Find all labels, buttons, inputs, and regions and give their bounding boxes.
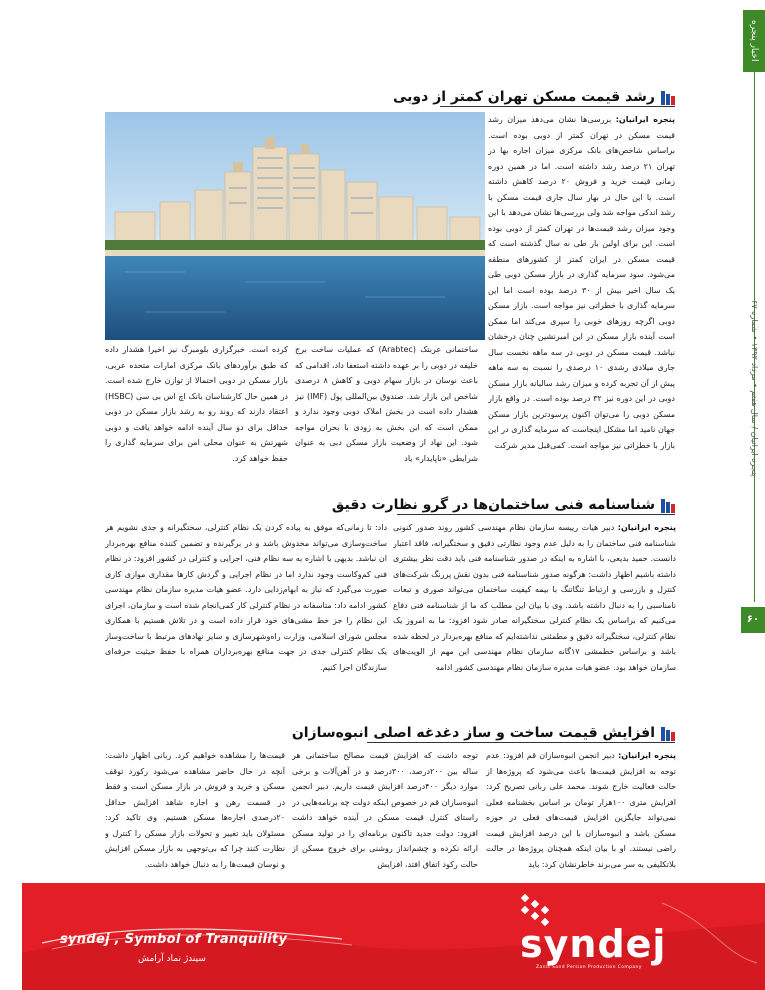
- syndej-brand: syndej: [520, 922, 667, 966]
- section-tab: [743, 10, 765, 72]
- footer-slogan-fa: سیندژ نماد آرامش: [138, 954, 206, 964]
- article-2-headline: [332, 494, 675, 516]
- footer-slogan: syndej , Symbol of Tranquility: [60, 932, 288, 947]
- article-3-body-2: توجه داشت که افزایش قیمت مصالح ساختمانی هر ساله بین ۲۰۰درصد، ۳۰۰درصد و در آهن‌آلات و برخی موارد دیگر ۴۰۰درصد افزایش قیمت داریم. دبیر انجمن انبوه‌سازان قم در خصوص اینکه دولت چه برنامه‌هایی در راستای کنترل قیمت مسکن در آینده خواهد داشت افزود: دولت جدید تاکنون برنامه‌ای را در تولید مسکن ارائه نکرده و چشم‌انداز روشنی برای خروج مسکن از حالت رکود اتفاق افتد، افزایش: [292, 751, 478, 869]
- article-2-column-2: [105, 520, 387, 688]
- article-3-column-3: [105, 748, 285, 880]
- article-1-column-1: [488, 112, 675, 464]
- article-2-body-2: داد: تا زمانی‌که موفق به پیاده کردن یک نظام کنترلی، سختگیرانه و جدی نشویم هر ساخت‌وسازی می‌تواند مخدوش باشد و در برگیرنده و تضمین کننده منافع بهره‌بردار ان نباشد. بدیهی با اشاره به سه نظام فنی، اجرایی و کنترلی در کشور افزود: در نظام فنی کم‌وکاست وجود ندارد اما در نظام اجرایی و گردش کارها مقداری موازی کاری صورت می‌گیرد که نیاز به ابهام‌زدایی دارد. عضو هیات مدیره سازمان نظام مهندسی کشور ادامه داد: متاسفانه در نظام کنترلی کار کمی‌انجام شده است و سازمان، اجرای این نظام را جز خط مشی‌های خود قرار داده است و در تلاش هستیم با همکاری مجلس شورای اسلامی، وزارت راه‌وشهرسازی و سایر نهادهای مرتبط با ساخت‌وساز یک نظام کنترلی جدی در جهت منافع بهره‌برداران همراه با حفظ حیثیت حرفه‌ای سازندگان اجرا کنیم.: [105, 523, 387, 672]
- article-3-lead: پنجره ایرانیان:: [618, 751, 676, 760]
- article-2-lead: پنجره ایرانیان:: [617, 523, 676, 532]
- syndej-brand-sub: Zanis Sand Persian Production Company: [536, 965, 642, 970]
- article-1-body-1: بررسی‌ها نشان می‌دهد میزان رشد قیمت مسکن در تهران کمتر از دوبی بوده است. براساس شاخص‌های بانک مرکزی میزان اجاره بها در تهران ۲۱ درصد رشد داشته است. اما در همین دوره زمانی قیمت خرید و فروش ۲۰ درصد کاهش داشته است. با این حال در بهار سال جاری قیمت مسکن با رشد اندکی مواجه شد ولی بررسی‌ها نشان می‌دهد با این وجود میزان رشد قیمت‌ها در تهران کمتر از دوبی بوده است. این برای اولین بار طی نه سال گذشته است که قیمت مسکن در ایران کمتر از کشورهای منطقه می‌شود. سود سرمایه گذاری در بازار مسکن دوبی طی یک سال اخیر بیش از ۳۰ درصد بوده است اما این سرمایه گذاری با خطراتی نیز مواجه است. بازار مسکن دوبی اگرچه روزهای خوبی را سپری می‌کند اما ممکن است آینده بازار مسکن در این امیرنشین چنان درخشان نباشد. قیمت مسکن در دوبی در سه ماهه نخست سال جاری میلادی رشدی ۱۰ درصدی را نسبت به سه ماهه پیش از آن تجربه کرده و میزان رشد سالیانه بازار مسکن دوبی در این دوره نیز ۳۲ درصد بوده است. در واقع بازار مسکن دوبی را می‌توان اکنون پرسودترین بازار مسکن جهان نامید اما مشکل اینجاست که سرمایه گذاری در این بازار با خطراتی نیز مواجه است. کمی‌قبل مدیر شرکت: [488, 115, 675, 450]
- article-2-title-rule: [397, 514, 675, 515]
- article-3-title-rule: [367, 742, 675, 743]
- page-number: ۶۰: [741, 607, 765, 633]
- article-1-column-2: [295, 342, 478, 464]
- article-2-column-1: [393, 520, 676, 688]
- article-2-title: شناسنامه فنی ساختمان‌ها در گرو نظارت دقیق: [331, 497, 655, 513]
- article-3-column-1: [486, 748, 676, 880]
- article-1-title: رشد قیمت مسکن تهران کمتر از دوبی: [393, 89, 655, 105]
- article-3-headline: [292, 722, 675, 744]
- folio-line: پنجره ایرانیان / سال هفتم • مرداد ۱۳۹۲ • شماره ۶۷: [750, 300, 759, 477]
- bar-chart-icon: [661, 725, 675, 741]
- article-1-lead: پنجره ایرانیان:: [615, 115, 675, 124]
- article-2-body-1: دبیر هیات رییسه سازمان نظام مهندسی کشور روند صدور کنونی شناسنامه فنی ساختمان را به دلیل عدم وجود نظارتی دقیق و سختگیرانه، فاقد اعتبار دانست. حمید بدیعی، با اشاره به اینکه در صدور شناسنامه فنی باید دقت نظر بیشتری داشته باشیم اظهار داشت: هرگونه صدور شناسنامه فنی بدون نقش پررنگ شرکت‌های کنترل و بازرسی و ارتباط تنگاتنگ با بیمه کیفیت ساختمان می‌تواند صوری و تبعات نامناسبی را به دنبال داشته باشد. وی با بیان این مطلب که ما از شناسنامه فنی دفاع می‌کنیم که براساس یک نظام کنترلی سختگیرانه صادر شود افزود: ما به امروز یک نظام کنترلی، سختگیرانه دقیق و مطمئنی نداشته‌ایم که منافع بهره‌بردار در لحظه شده باشد و براساس خطمشی ۱۷گانه سازمان نظام مهندسی این مهم از الویت‌های سازمان خواهد بود. عضو هیات مدیره سازمان نظام مهندسی کشور ادامه: [393, 523, 676, 672]
- bar-chart-icon: [661, 89, 675, 105]
- article-3-column-2: [292, 748, 478, 880]
- article-1-headline: [393, 86, 675, 108]
- article-3-body-1: دبیر انجمن انبوه‌سازان قم افزود: عدم توجه به افزایش قیمت‌ها باعث می‌شود که پروژه‌ها از حالت فعالیت خارج شوند. محمد علی ربانی تصریح کرد: افزایش متری ۱۰۰هزار تومان بر اساس بخشنامه فعلی نمی‌تواند جایگزین افزایش قیمت‌های فعلی در حوزه مسکن باشد و انبوه‌سازان با این درصد افزایش قیمت راضی نیستند. او با بیان اینکه همچنان پروژه‌ها در حالت بلاتکلیفی به سر می‌برند خاطرنشان کرد: باید: [486, 751, 676, 869]
- article-3-body-3: قیمت‌ها را مشاهده خواهیم کرد. ربانی اظهار داشت: آنچه در حال حاضر مشاهده می‌شود رکورد توقف مسکن و خرید و فروش در بازار مسکن است و فقط در قسمت رهن و اجاره شاهد افزایش حداقل ۲۰درصدی اجاره‌ها مسکن هستیم. وی تاکید کرد: مسئولان باید تغییر و تحولات بازار مسکن را کنترل و نظارت کنند چرا که بی‌توجهی به بازار مسکن افزایش و نوسان قیمت‌ها را به دنبال خواهد داشت.: [105, 751, 285, 869]
- article-1-body-2: ساختمانی عربتک (Arabtec) که عملیات ساخت برج خلیفه در دوبی را بر عهده داشته استعفا داد، اقدامی که باعث نوسان در بازار سهام دوبی و کاهش ۸ درصدی شاخص این بازار شد. صندوق بین‌المللی پول (IMF) نیز هشدار داده است در بخش املاک دوبی وجود ندارد و ممکن است که این بخش به زودی با بحران مواجه شود. این نهاد از وضعیت بازار مسکن دبی به عنوان شرایطی «ناپایدار» یاد: [295, 345, 478, 463]
- footer-ornament: [0, 885, 22, 990]
- bar-chart-icon: [661, 497, 675, 513]
- article-3-title: افزایش قیمت ساخت و ساز دغدغه اصلی انبوه‌سازان: [291, 725, 655, 741]
- article-1-column-3: [105, 342, 288, 464]
- section-tab-label: اخبار پنجره: [749, 20, 759, 62]
- article-1-title-rule: [440, 106, 675, 107]
- dubai-skyline-photo: [105, 112, 485, 340]
- article-1-body-3: کرده است. خبرگزاری بلومبرگ نیز اخیرا هشدار داده که طبق برآوردهای بانک مرکزی امارات متحده عربی، بازار مسکن در دوبی احتمالا از توازن خارج شده است. در همین حال کارشناسان بانک اچ اس بی سی (HSBC) اعتقاد دارند که روند رو به رشد بازار مسکن در دوبی حداقل برای دو سال آینده ادامه خواهد یافت و دوبی شهرتش به عنوان محلی امن برای سرمایه گذاری را حفظ خواهد کرد.: [105, 345, 288, 463]
